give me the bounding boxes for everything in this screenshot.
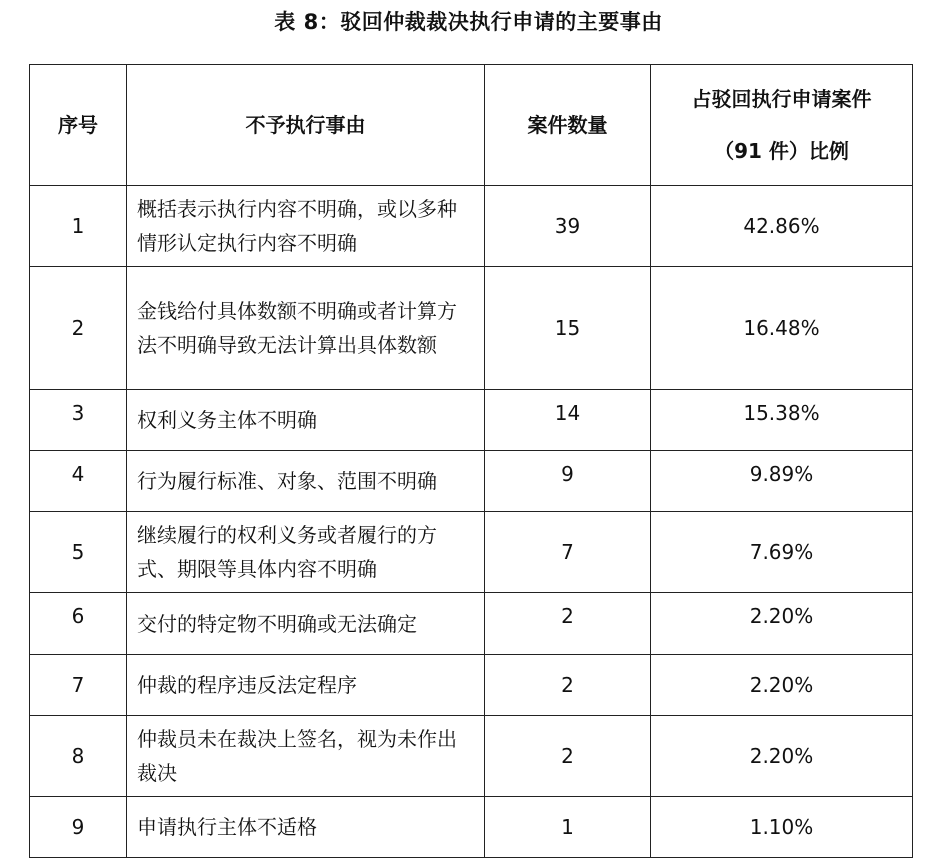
row-count: 15 xyxy=(485,267,651,390)
row-reason: 申请执行主体不适格 xyxy=(127,797,485,858)
row-reason: 仲裁的程序违反法定程序 xyxy=(127,655,485,716)
table-row xyxy=(30,655,913,716)
reasons-table xyxy=(29,64,913,858)
row-ratio: 42.86% xyxy=(651,186,913,267)
row-index: 6 xyxy=(30,593,127,655)
header-ratio xyxy=(651,65,913,186)
row-count: 9 xyxy=(485,451,651,512)
row-ratio: 16.48% xyxy=(651,267,913,390)
row-count: 1 xyxy=(485,797,651,858)
row-index: 7 xyxy=(30,655,127,716)
row-ratio: 1.10% xyxy=(651,797,913,858)
row-index: 4 xyxy=(30,451,127,512)
header-index: 序号 xyxy=(30,65,127,186)
row-reason: 概括表示执行内容不明确，或以多种情形认定执行内容不明确 xyxy=(127,186,485,267)
row-index: 1 xyxy=(30,186,127,267)
table-title: 表 8：驳回仲裁裁决执行申请的主要事由 xyxy=(274,10,663,34)
row-index: 2 xyxy=(30,267,127,390)
row-index: 3 xyxy=(30,390,127,451)
table-row xyxy=(30,716,913,797)
table-row xyxy=(30,451,913,512)
row-count: 14 xyxy=(485,390,651,451)
row-count: 7 xyxy=(485,512,651,593)
header-reason: 不予执行事由 xyxy=(127,65,485,186)
header-ratio-line2: （91 件）比例 xyxy=(714,139,849,163)
row-reason: 交付的特定物不明确或无法确定 xyxy=(127,593,485,655)
table-row xyxy=(30,267,913,390)
row-reason: 权利义务主体不明确 xyxy=(127,390,485,451)
row-count: 39 xyxy=(485,186,651,267)
header-count: 案件数量 xyxy=(485,65,651,186)
table-row xyxy=(30,512,913,593)
row-index: 5 xyxy=(30,512,127,593)
row-reason: 金钱给付具体数额不明确或者计算方法不明确导致无法计算出具体数额 xyxy=(127,267,485,390)
row-reason: 仲裁员未在裁决上签名，视为未作出裁决 xyxy=(127,716,485,797)
row-reason: 行为履行标准、对象、范围不明确 xyxy=(127,451,485,512)
header-row xyxy=(30,65,913,186)
row-ratio: 2.20% xyxy=(651,593,913,655)
row-ratio: 2.20% xyxy=(651,716,913,797)
row-ratio: 2.20% xyxy=(651,655,913,716)
header-ratio-line1: 占驳回执行申请案件 xyxy=(691,87,872,111)
row-count: 2 xyxy=(485,716,651,797)
row-count: 2 xyxy=(485,655,651,716)
row-count: 2 xyxy=(485,593,651,655)
table-row xyxy=(30,593,913,655)
row-ratio: 9.89% xyxy=(651,451,913,512)
table-row xyxy=(30,797,913,858)
row-index: 8 xyxy=(30,716,127,797)
table-row xyxy=(30,390,913,451)
row-reason: 继续履行的权利义务或者履行的方式、期限等具体内容不明确 xyxy=(127,512,485,593)
table-row xyxy=(30,186,913,267)
row-ratio: 15.38% xyxy=(651,390,913,451)
row-index: 9 xyxy=(30,797,127,858)
row-ratio: 7.69% xyxy=(651,512,913,593)
